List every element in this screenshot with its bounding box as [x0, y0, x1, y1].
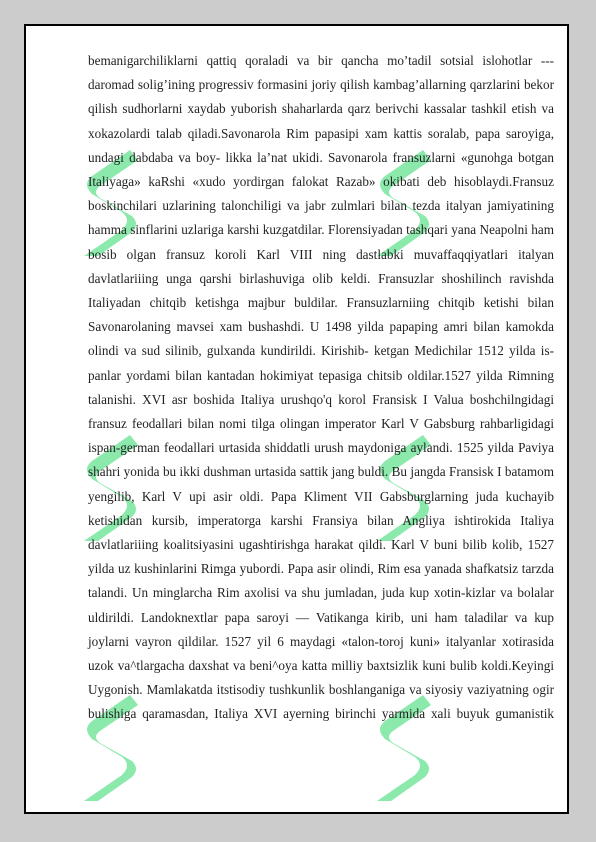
- body-paragraph: bemanigarchiliklarni qattiq qoraladi va bir qancha mo’tadil sotsial islohotlar --- daromad solig’ining progressiv formasini joriy qilish kambag’allarning qarzlarini bekor qilish sudhorlarni xaydab yuborish shaharlarda qarz berivchi kassalar tashkil etish va xokazolardi talab qiladi.Savonarola Rim papasipi xam kattis soralab, papa saroyiga, undagi dabdaba va boy- likka la’nat ukidi. Savonarola fransuzlarni «gunohga botgan Italiyaga» kaRshi «xudo yordirgan falokat Razab» okibati deb hisoblaydi.Fransuz boskinchilari uzlarining talonchiligi va jabr zulmlari bilan tezda italyan jamiyatining hamma sinflarini uzlariga karshi kuzgatdilar. Florensiyadan tashqari yana Neapolni ham bosib olgan fransuz koroli Karl VIII ning dastlabki muvaffaqqiyatlari italyan davlatlariiing unga qarshi birlashuviga olib keldi. Fransuzlar shoshilinch ravishda Italiyadan chitqib ketishga majbur buldilar. Fransuzlarniing chitqib ketishi bilan Savonarolaning mavsei xam bushashdi. U 1498 yilda papaping amri bilan kamokda olindi va sud silinib, gulxanda kundirildi. Kirishib- ketgan Medichilar 1512 yilda is- panlar yordami bilan kantadan hokimiyat tepasiga chitsib oldilar.1527 yilda Rimning talanishi. XVI asr boshida Italiya urushqo'q korol Fransisk I Valua boshchilngidagi fransuz feodallari bilan nomi tilga olingan imperator Karl V Gabsburg rahbarligidagi ispan-german feodallari urtasida shiddatli urush maydoniga aylandi. 1525 yilda Paviya shahri yonida bu ikki dushman urtasida sattik jang buldi. Bu jangda Fransisk I batamom yengilib, Karl V upi asir oldi. Papa Kliment VII Gabsburglarning juda kuchayib ketishidan kursib, imperatorga karshi Fransiya bilan Angliya ishtirokida Italiya davlatlariiing koalitsiyasini ugashtirishga harakat qildi. Karl V buni bilib kolib, 1527 yilda uz kushinlarini Rimga yubordi. Papa asir olindi, Rim esa yanada shafkatsiz tarzda talandi. Un minglarcha Rim axolisi va shu jumladan, juda kup xotin-kizlar va bolalar uldirildi. Landoknextlar papa saroyi — Vatikanga kirib, uni ham taladilar va kup joylarni vayron qildilar. 1527 yil 6 maydagi «talon-toroj kuni» italyanlar xotirasida uzok va^tlargacha daxshat va beni^oya katta milliy baxtsizlik kuni bulib koldi.Keyingi Uygonish. Mamlakatda itstisodiy tushkunlik boshlanganiga va siyosiy vaziyatning ogir bulishiga qaramasdan, Italiya XVI ayerning birinchi yarmida xali buyuk gumanistik: [88, 53, 554, 722]
- page-frame: [24, 24, 569, 814]
